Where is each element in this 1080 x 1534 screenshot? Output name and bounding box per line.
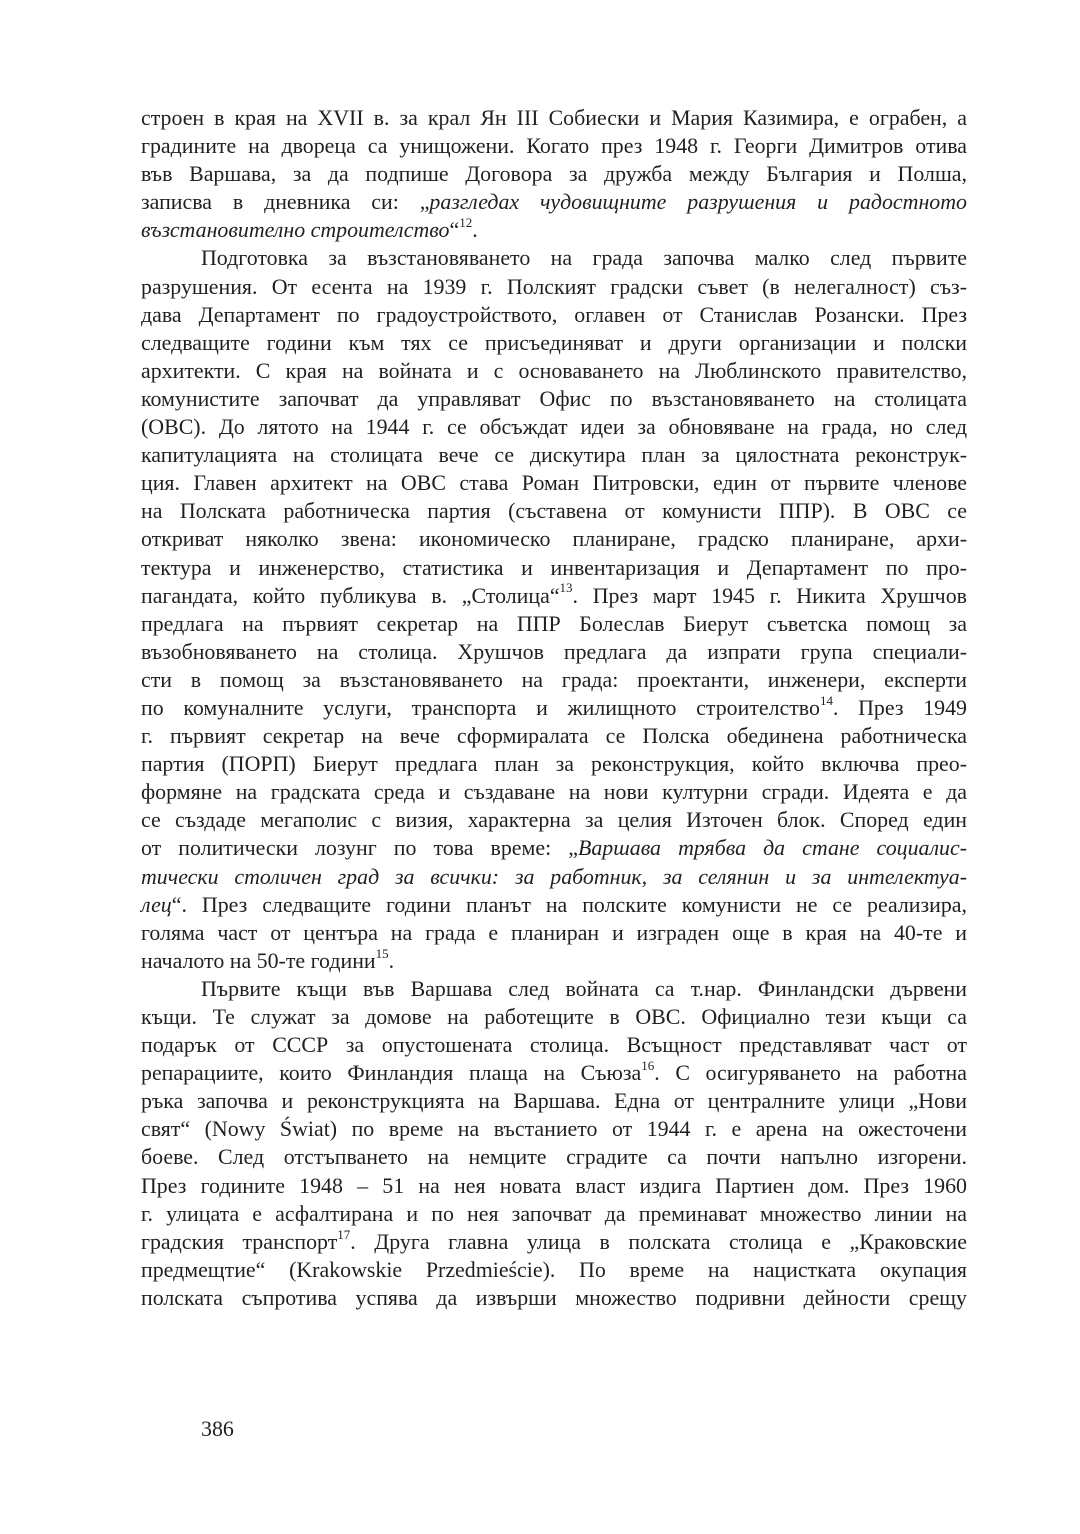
text-line [141, 216, 967, 244]
text-line [141, 638, 967, 666]
text-run: г. първият секретар на вече сформиралата се Полска обединена работническа [141, 723, 967, 749]
footnote-ref: 15 [375, 945, 389, 961]
text-run: следващите години към тях се присъединяват и други организации и полски [141, 329, 967, 355]
text-run: по комуналните услуги, транспорта и жилищното строителство [141, 694, 820, 720]
text-line [141, 104, 967, 132]
text-run: разрушения. От есента на 1939 г. Полският градски съвет (в нелегалност) съз- [141, 273, 967, 299]
text-line [141, 441, 967, 469]
text-line [141, 244, 967, 272]
text-line [141, 610, 967, 638]
text-run: г. улицата е асфалтирана и по нея започват да преминават множество линии на [141, 1200, 967, 1226]
text-line [141, 301, 967, 329]
text-run: формяне на градската среда и създаване на нови културни сгради. Идеята е да [141, 779, 967, 805]
text-line [141, 1087, 967, 1115]
text-run: (ОВС). До лятото на 1944 г. се обсъждат идеи за обновяване на града, но след [141, 414, 967, 440]
text-line [141, 1256, 967, 1284]
footnote-ref: 16 [641, 1057, 655, 1073]
text-line [141, 132, 967, 160]
text-line [141, 329, 967, 357]
text-run: началото на 50-те години [141, 947, 376, 973]
text-line [141, 273, 967, 301]
text-line [141, 750, 967, 778]
text-line [141, 385, 967, 413]
text-run: . Друга главна улица в полската столица е „Краковские [350, 1228, 967, 1254]
text-run: “ [449, 217, 460, 243]
text-line [141, 1003, 967, 1031]
text-line [141, 554, 967, 582]
text-run: голяма част от центъра на града е планиран и изграден още в края на 40-те и [141, 919, 967, 945]
text-run: “. През следващите години планът на полските комунисти не се реализира, [171, 891, 967, 917]
text-run: възобновяването на столица. Хрушчов предлага да изпрати група специали- [141, 638, 967, 664]
text-run: . През март 1945 г. Никита Хрушчов [572, 582, 967, 608]
text-run: къщи. Те служат за домове на работещите в ОВС. Официално тези къщи са [141, 1004, 967, 1029]
text-run: градините на двореца са унищожени. Когато през 1948 г. Георги Димитров отива [141, 133, 967, 159]
footnote-ref: 13 [559, 580, 573, 596]
text-run: строен в края на XVII в. за крал Ян III Собиески и Мария Казимира, е ограбен, а [141, 105, 967, 130]
text-line [141, 919, 967, 947]
text-line [141, 357, 967, 385]
text-line [141, 1228, 967, 1256]
text-run: пагандата, който публикува в. „Столица“ [141, 582, 560, 608]
text-line [141, 1200, 967, 1228]
text-line [141, 1284, 967, 1312]
text-run: записва в дневника си: „ [141, 189, 430, 215]
italic-quote: тически столичен град за всички: за работник, за селянин и за интелектуа- [141, 863, 967, 889]
text-line [141, 525, 967, 553]
text-run: тектура и инженерство, статистика и инвентаризация и Департамент по про- [141, 554, 967, 580]
text-line [141, 1031, 967, 1059]
text-line [141, 160, 967, 188]
text-line [141, 694, 967, 722]
text-line [141, 947, 967, 975]
text-line [141, 497, 967, 525]
text-run: подарък от СССР за опустошената столица. Всъщност представляват част от [141, 1032, 967, 1058]
page-number: 386 [201, 1416, 234, 1441]
text-run: ция. Главен архитект на ОВС става Роман Питровски, един от първите членове [141, 470, 967, 496]
text-run: През годините 1948 – 51 на нея новата власт издига Партиен дом. През 1960 [141, 1172, 967, 1198]
body-text [141, 104, 967, 1312]
text-line [141, 722, 967, 750]
text-run: . [388, 947, 395, 973]
text-line [141, 975, 967, 1003]
text-run: партия (ПОРП) Биерут предлага план за реконструкция, който включва прео- [141, 751, 967, 777]
text-run: свят“ (Nowy Świat) по време на въстанието от 1944 г. е арена на ожесточени [141, 1116, 967, 1142]
text-line [141, 1115, 967, 1143]
text-run: на Полската работническа партия (съставена от комунисти ППР). В ОВС се [141, 498, 967, 524]
text-line [141, 413, 967, 441]
text-line [141, 666, 967, 694]
text-line [141, 1172, 967, 1200]
text-run: дава Департамент по градоустройството, оглавен от Станислав Розански. През [141, 301, 967, 327]
footnote-ref: 17 [337, 1226, 351, 1242]
text-run: се създаде мегаполис с визия, характерна за целия Източен блок. Според един [141, 807, 967, 833]
text-line [141, 891, 967, 919]
text-line [141, 188, 967, 216]
text-run: във Варшава, за да подпише Договора за дружба между България и Полша, [141, 161, 967, 187]
text-run: боеве. След отстъпването на немците сградите са почти напълно изгорени. [141, 1144, 967, 1170]
text-line [141, 863, 967, 891]
text-run: репарациите, които Финландия плаща на Съюза [141, 1060, 642, 1086]
text-run: Подготовка за възстановяването на града започва малко след първите [201, 245, 967, 271]
italic-quote: разгледах чудовищните разрушения и радостното [429, 189, 967, 215]
text-run: . С осигуряването на работна [654, 1060, 967, 1086]
italic-quote: Варшава трябва да стане социалис- [577, 835, 967, 861]
text-run: капитулацията на столицата вече се дискутира план за цялостната реконструк- [141, 442, 967, 468]
text-line [141, 806, 967, 834]
text-run: градския транспорт [141, 1228, 338, 1254]
text-run: сти в помощ за възстановяването на града: проектанти, инженери, експерти [141, 666, 967, 692]
text-run: откриват няколко звена: икономическо планиране, градско планиране, архи- [141, 526, 967, 552]
text-line [141, 778, 967, 806]
text-run: . [472, 217, 478, 243]
text-run: ръка започва и реконструкцията на Варшава. Една от централните улици „Нови [141, 1088, 967, 1114]
text-run: . През 1949 [832, 694, 967, 720]
text-run: архитекти. С края на войната и с основаването на Люблинското правителство, [141, 357, 967, 383]
text-run: полската съпротива успява да извърши множество подривни дейности срещу [141, 1284, 967, 1310]
text-line [141, 469, 967, 497]
text-run: от политически лозунг по това време: „ [141, 835, 578, 861]
footnote-ref: 12 [459, 215, 473, 231]
footnote-ref: 14 [819, 692, 833, 708]
text-run: комунистите започват да управляват Офис по възстановяването на столицата [141, 385, 967, 411]
text-line [141, 834, 967, 862]
text-run: предмещтие“ (Krakowskie Przedmieście). По време на нацистката окупация [141, 1256, 967, 1282]
italic-quote: лец [141, 891, 172, 917]
italic-quote: възстановително строителство [141, 217, 450, 243]
text-line [141, 582, 967, 610]
text-run: Първите къщи във Варшава след войната са т.нар. Финландски дървени [201, 975, 967, 1001]
text-line [141, 1143, 967, 1171]
text-line [141, 1059, 967, 1087]
text-run: предлага на първият секретар на ППР Болеслав Биерут съветска помощ за [141, 610, 967, 636]
